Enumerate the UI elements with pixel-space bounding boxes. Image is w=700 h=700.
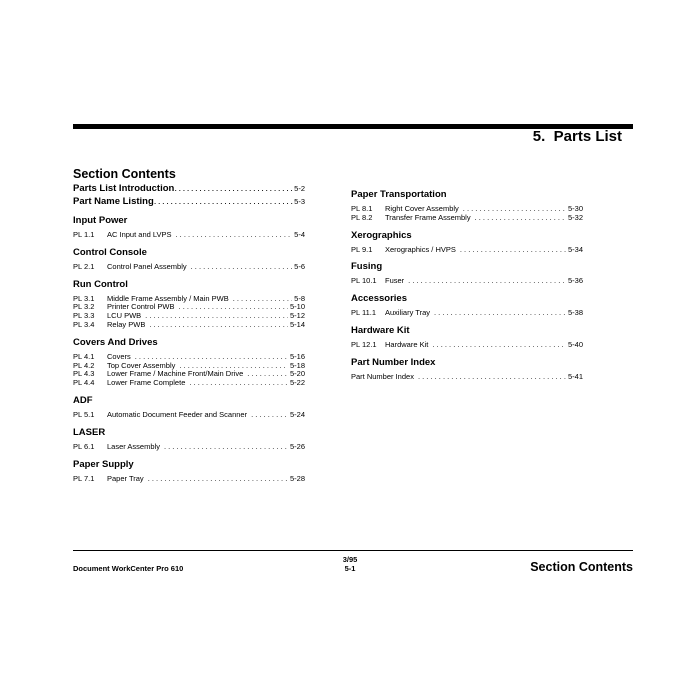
group-title-covers-and-drives: Covers And Drives <box>73 336 158 348</box>
footer-product-name: Document WorkCenter Pro 610 <box>73 564 184 573</box>
toc-entry-page: 5-34 <box>567 244 583 254</box>
toc-entry-page: 5-30 <box>567 204 583 213</box>
toc-entry-page: 5-18 <box>289 360 305 370</box>
group-title-input-power: Input Power <box>73 215 128 226</box>
bottom-rule <box>73 550 633 551</box>
dot-leader <box>179 303 288 312</box>
toc-entry[interactable] <box>351 341 583 350</box>
footer-page-info <box>330 555 370 573</box>
toc-entry[interactable] <box>351 309 583 318</box>
section-heading: Section Contents <box>73 167 176 181</box>
toc-entry-code: PL 10.1 <box>351 276 377 286</box>
toc-entry-page: 5-38 <box>567 308 583 318</box>
toc-entry[interactable] <box>73 231 305 240</box>
toc-entry-code: PL 5.1 <box>73 409 95 419</box>
toc-entry[interactable] <box>351 277 583 286</box>
toc-entry-page: 5-28 <box>289 473 305 483</box>
dot-leader <box>475 214 566 223</box>
group-title-control-console: Control Console <box>73 246 147 258</box>
dot-leader <box>233 295 292 304</box>
toc-entry[interactable] <box>73 475 305 484</box>
right-column <box>351 182 583 388</box>
toc-entry-title: Top Cover Assembly <box>107 360 176 370</box>
toc-entry-page: 5-24 <box>289 409 305 419</box>
toc-entry[interactable] <box>73 263 305 272</box>
dot-leader <box>432 341 566 350</box>
toc-entry-page: 5-2 <box>294 184 305 193</box>
dot-leader <box>149 321 288 330</box>
toc-entry-page: 5-32 <box>567 212 583 222</box>
toc-entry-title: Auxiliary Tray <box>385 308 431 318</box>
toc-entry-page: 5-20 <box>289 369 305 379</box>
toc-entry[interactable] <box>73 443 305 452</box>
group-title-accessories: Accessories <box>351 293 407 305</box>
toc-entry[interactable] <box>73 411 305 420</box>
toc-entry-title: Laser Assembly <box>107 441 160 451</box>
group-title-run-control: Run Control <box>73 278 128 290</box>
chapter-title: 5. Parts List <box>532 128 622 145</box>
toc-entry-title: Automatic Document Feeder and Scanner <box>107 409 248 419</box>
toc-entry-page: 5-12 <box>289 311 305 321</box>
toc-entry-code: PL 3.1 <box>73 293 95 303</box>
toc-entry-code: PL 9.1 <box>351 244 373 254</box>
group-title-paper-supply: Paper Supply <box>73 458 134 470</box>
toc-entry-title: Parts List Introduction <box>73 183 175 194</box>
toc-entry-title: AC Input and LVPS <box>107 230 172 239</box>
left-column <box>73 182 305 489</box>
footer-date: 3/95 <box>342 555 358 564</box>
toc-entry-code: PL 4.4 <box>73 378 95 388</box>
toc-entry-title: Relay PWB <box>107 319 146 329</box>
dot-leader <box>189 379 288 388</box>
dot-leader <box>460 246 566 255</box>
toc-entry-page: 5-40 <box>567 339 583 349</box>
toc-entry-page: 5-22 <box>289 378 305 388</box>
toc-entry-page: 5-16 <box>289 351 305 361</box>
toc-entry-title: Middle Frame Assembly / Main PWB <box>107 293 229 303</box>
toc-entry-page: 5-4 <box>294 230 305 239</box>
toc-entry-code: PL 3.2 <box>73 302 95 312</box>
toc-entry[interactable] <box>351 373 583 382</box>
toc-entry-title: Right Cover Assembly <box>385 204 459 213</box>
dot-leader <box>154 195 294 208</box>
dot-leader <box>251 411 288 420</box>
toc-entry-code: PL 4.1 <box>73 351 95 361</box>
toc-entry-title: Part Number Index <box>351 371 414 381</box>
toc-entry-title: Control Panel Assembly <box>107 261 187 271</box>
group-title-laser: LASER <box>73 426 106 438</box>
toc-entry-page: 5-26 <box>289 441 305 451</box>
toc-entry-code: PL 4.2 <box>73 360 95 370</box>
dot-leader <box>174 182 294 195</box>
toc-entry-title: Xerographics / HVPS <box>385 244 456 254</box>
toc-entry-title: Transfer Frame Assembly <box>385 212 471 222</box>
toc-entry-code: PL 11.1 <box>351 308 377 318</box>
toc-entry-code: PL 8.1 <box>351 204 373 213</box>
footer-section-name: Section Contents <box>530 560 633 574</box>
toc-entry-title: Hardware Kit <box>385 339 429 349</box>
toc-entry-code: PL 3.4 <box>73 319 95 329</box>
dot-leader <box>463 205 566 214</box>
toc-entry-page: 5-6 <box>294 261 305 271</box>
dot-leader <box>145 312 288 321</box>
toc-entry-title: Part Name Listing <box>73 196 154 207</box>
toc-entry-code: PL 6.1 <box>73 441 95 451</box>
group-title-adf: ADF <box>73 394 93 406</box>
toc-entry-code: PL 2.1 <box>73 261 95 271</box>
dot-leader <box>191 263 293 272</box>
toc-entry-page: 5-3 <box>294 197 305 206</box>
toc-entry-title: Fuser <box>385 276 405 286</box>
toc-entry-page: 5-36 <box>567 276 583 286</box>
toc-entry[interactable] <box>351 246 583 255</box>
toc-entry-code: PL 7.1 <box>73 473 95 483</box>
dot-leader <box>418 373 566 382</box>
group-title-fusing: Fusing <box>351 261 383 273</box>
toc-entry-code: PL 4.3 <box>73 369 95 379</box>
group-title-hardware-kit: Hardware Kit <box>351 324 410 336</box>
toc-entry-title: Covers <box>107 351 131 361</box>
toc-entry-code: PL 3.3 <box>73 311 95 321</box>
footer-page-number: 5-1 <box>344 564 356 573</box>
toc-entry[interactable] <box>351 214 583 223</box>
dot-leader <box>434 309 566 318</box>
toc-entry-part-name-listing[interactable] <box>73 195 305 208</box>
toc-entry-title: Lower Frame Complete <box>107 378 186 388</box>
toc-entry-title: Lower Frame / Machine Front/Main Drive <box>107 369 244 379</box>
dot-leader <box>148 475 288 484</box>
toc-entry-page: 5-8 <box>294 293 305 303</box>
toc-entry[interactable] <box>73 321 305 330</box>
dot-leader <box>176 231 293 240</box>
toc-entry[interactable] <box>73 379 305 388</box>
dot-leader <box>247 370 288 379</box>
toc-entry-title: Printer Control PWB <box>107 302 175 312</box>
dot-leader <box>408 277 566 286</box>
toc-entry-code: PL 1.1 <box>73 230 95 239</box>
toc-entry-code: PL 12.1 <box>351 339 377 349</box>
toc-entry-code: PL 8.2 <box>351 212 373 222</box>
group-title-paper-transportation: Paper Transportation <box>351 189 447 200</box>
toc-entry-title: LCU PWB <box>107 311 142 321</box>
toc-entry-page: 5-10 <box>289 302 305 312</box>
toc-entry-title: Paper Tray <box>107 473 144 483</box>
toc-entry-parts-list-introduction[interactable] <box>73 182 305 195</box>
toc-entry-page: 5-14 <box>289 319 305 329</box>
group-title-xerographics: Xerographics <box>351 229 412 241</box>
toc-entry-page: 5-41 <box>567 371 583 381</box>
dot-leader <box>164 443 288 452</box>
group-title-part-number-index: Part Number Index <box>351 356 436 368</box>
